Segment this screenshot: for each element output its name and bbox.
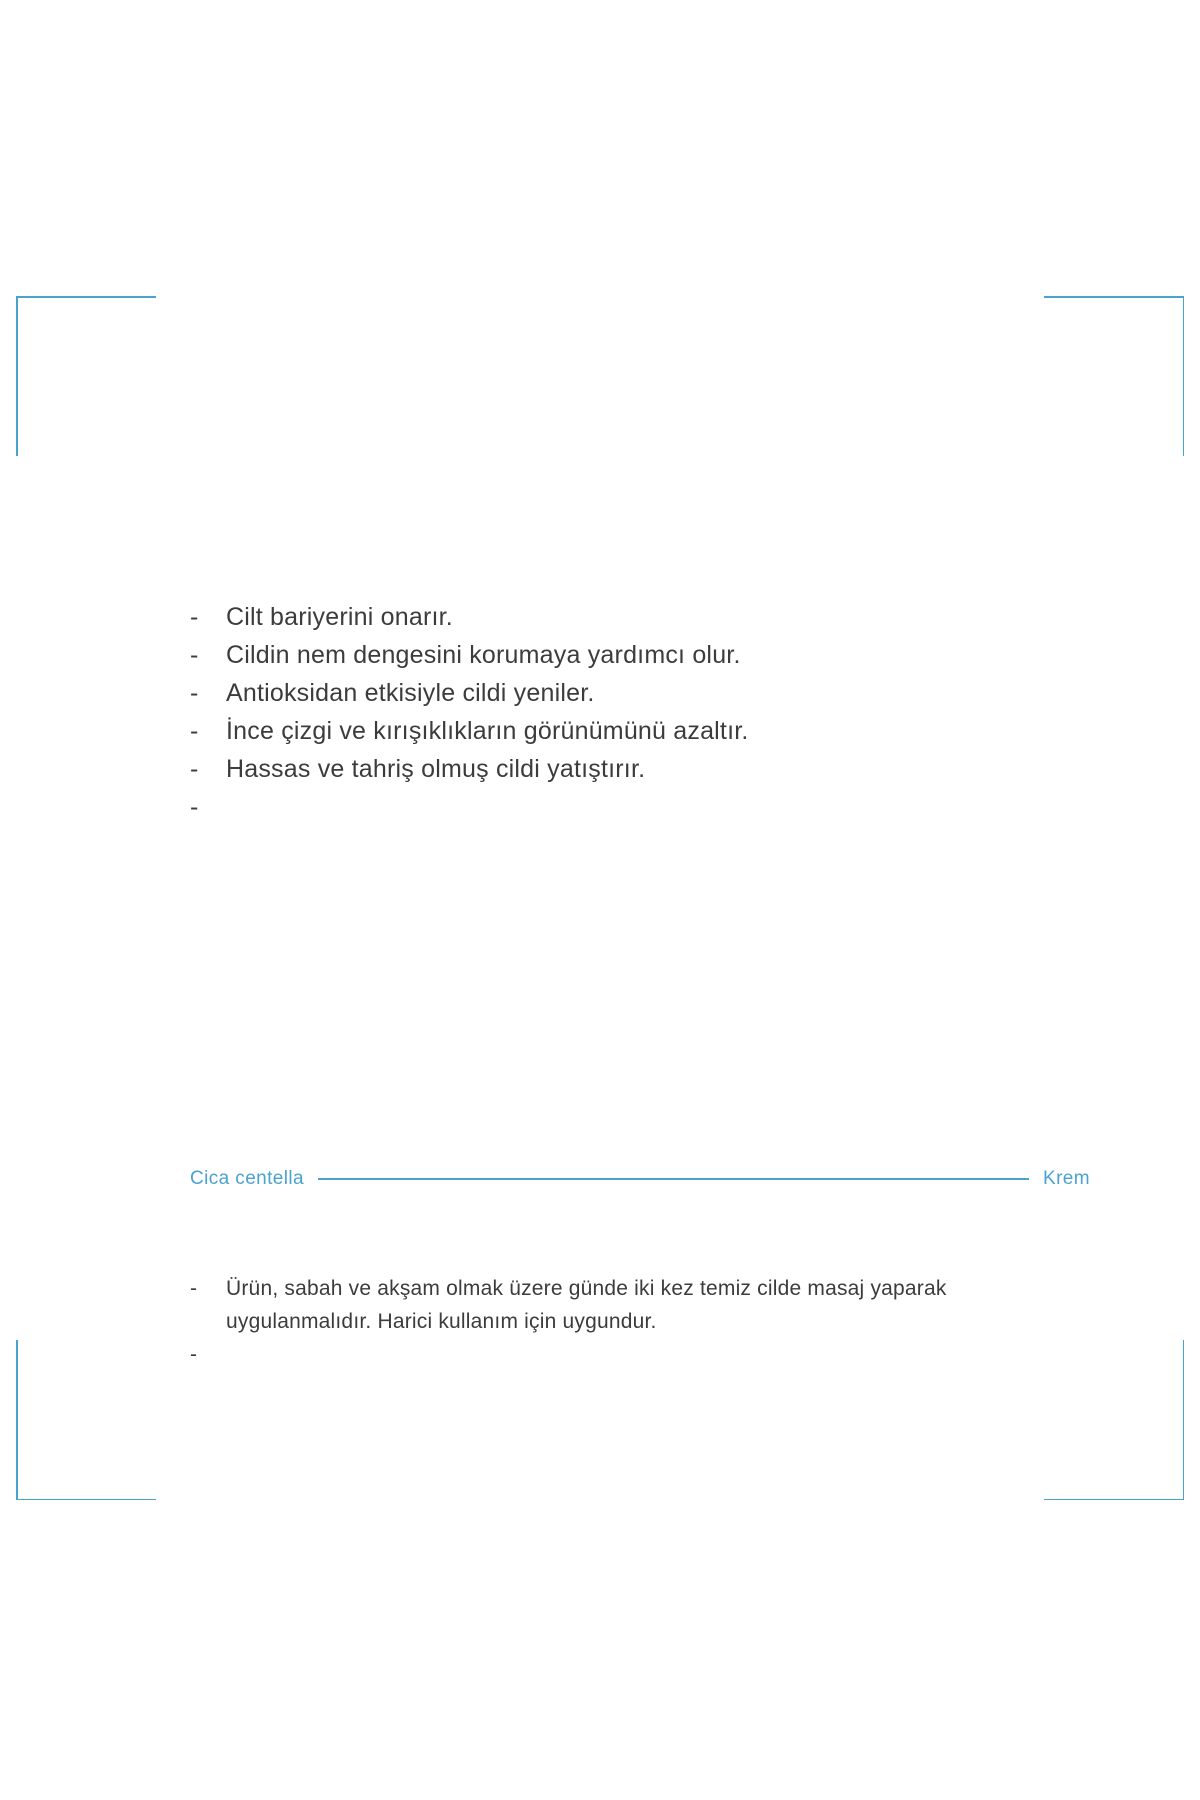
corner-line-horizontal [16, 296, 156, 298]
divider-line [318, 1178, 1029, 1180]
bullet-dash: - [190, 641, 199, 669]
corner-line-vertical [1183, 1340, 1185, 1500]
usage-instructions [190, 1272, 1020, 1376]
corner-bracket-top-left [16, 296, 156, 456]
bullet-dash: - [190, 717, 199, 745]
corner-line-horizontal [1044, 296, 1184, 298]
list-item-text: Cilt bariyerini onarır. [226, 603, 453, 631]
bullet-dash: - [190, 679, 199, 707]
corner-bracket-top-right [1044, 296, 1184, 456]
list-item-text: Antioksidan etkisiyle cildi yeniler. [226, 679, 595, 707]
list-item-text [226, 1338, 1020, 1376]
list-item [190, 750, 1070, 788]
list-item-text [226, 788, 1070, 826]
list-item [190, 598, 1070, 636]
bullet-dash: - [190, 755, 199, 783]
list-item [190, 712, 1070, 750]
bullet-dash: - [190, 1277, 198, 1300]
benefits-list [190, 598, 1070, 826]
list-item-text: Cildin nem dengesini korumaya yardımcı olur. [226, 641, 741, 669]
bullet-dash: - [190, 603, 199, 631]
divider-label-left: Cica centella [190, 1168, 304, 1189]
corner-line-horizontal [16, 1499, 156, 1501]
divider-label-right: Krem [1043, 1168, 1090, 1189]
corner-line-vertical [16, 1340, 18, 1500]
corner-bracket-bottom-left [16, 1340, 156, 1500]
list-item [190, 1272, 1020, 1338]
corner-line-horizontal [1044, 1499, 1184, 1501]
list-item-text: Hassas ve tahriş olmuş cildi yatıştırır. [226, 755, 646, 783]
bullet-dash: - [190, 1343, 198, 1366]
section-divider [190, 1168, 1090, 1190]
list-item-text: Ürün, sabah ve akşam olmak üzere günde iki kez temiz cilde masaj yaparak uygulanmalıdır. Harici kullanım için uygundur. [226, 1277, 947, 1333]
corner-bracket-bottom-right [1044, 1340, 1184, 1500]
list-item-text: İnce çizgi ve kırışıklıkların görünümünü azaltır. [226, 717, 749, 745]
corner-line-vertical [16, 296, 18, 456]
bullet-dash: - [190, 793, 199, 821]
corner-line-vertical [1183, 296, 1185, 456]
list-item [190, 674, 1070, 712]
list-item [190, 1338, 1020, 1376]
list-item [190, 636, 1070, 674]
list-item [190, 788, 1070, 826]
